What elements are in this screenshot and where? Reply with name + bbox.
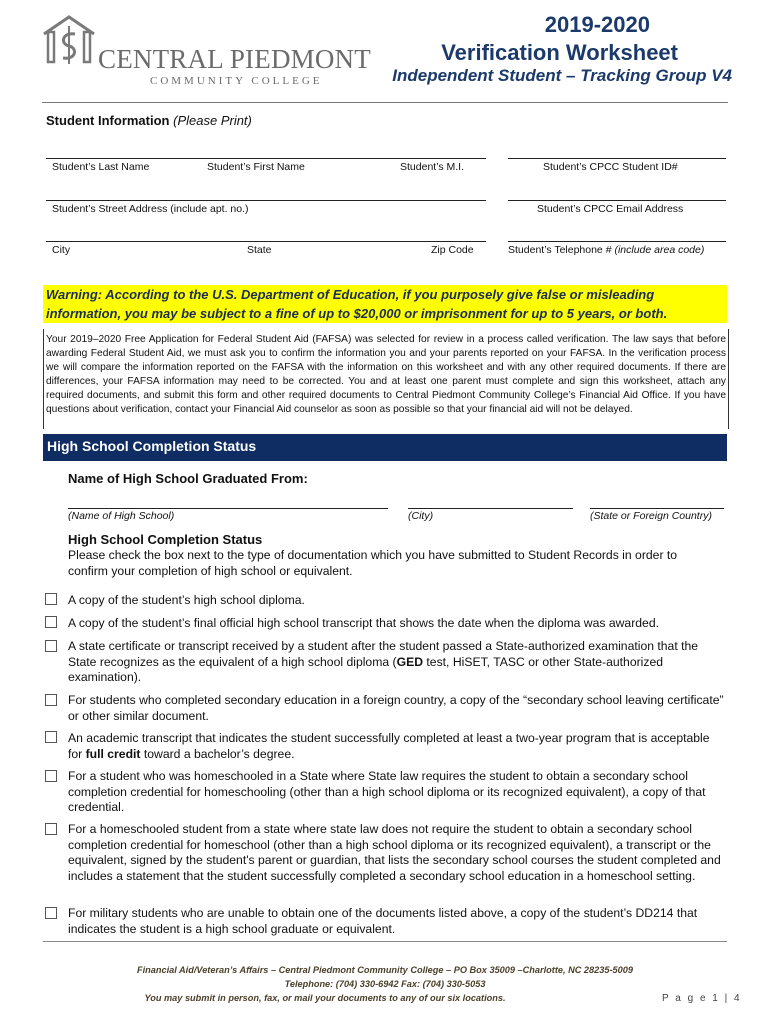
footer-submit-note: You may submit in person, fax, or mail your documents to any of our six locations. [144,993,506,1003]
option-2-text: A copy of the student’s final official high school transcript that shows the date when the diploma was awarded. [68,616,659,630]
option-7-text: For a homeschooled student from a state where state law does not require the student to obtain a secondary school completion credential for homeschool (other than a high school diploma or its recognized equivalent), a transcript or the equivalent, signed by the student's parent or guardian, that lists the secondary school courses the student completed and includes a statement that the student successfully completed a secondary school education in a homeschool setting. [68,822,721,883]
student-id-line[interactable] [508,158,726,159]
hs-section-bar: High School Completion Status [43,434,727,460]
form-subtitle: Independent Student – Tracking Group V4 [392,66,732,85]
state-label: State [247,244,272,256]
option-5-text: An academic transcript that indicates the student successfully completed at least a two-year program that is acceptable for full credit toward a bachelor’s degree. [68,731,710,761]
city-state-zip-line[interactable] [46,241,486,242]
student-info-heading: Student Information (Please Print) [46,113,252,128]
logo-subtitle: COMMUNITY COLLEGE [150,75,323,87]
hs-instructions: Please check the box next to the type of documentation which you have submitted to Student Records in order to confirm your completion of high school or equivalent. [68,548,678,578]
email-label: Student’s CPCC Email Address [537,203,684,215]
student-id-label: Student’s CPCC Student ID# [543,161,678,173]
hs-section-rule [43,460,727,461]
option-6-checkbox[interactable] [45,770,57,782]
footer-phone: Telephone: (704) 330-6942 Fax: (704) 330-5053 [284,979,486,989]
form-title: Verification Worksheet [441,40,678,65]
address-line[interactable] [46,200,486,201]
option-3-text: A state certificate or transcript received by a student after the student passed a State-authorized examination that the State recognizes as the equivalent of a high school diploma (GED test, HiSET, TASC or other State-authorized examination). [68,639,699,684]
email-line[interactable] [508,200,726,201]
option-3-checkbox[interactable] [45,640,57,652]
hs-state-line[interactable] [590,508,724,509]
option-6-text: For a student who was homeschooled in a State where State law requires the student to obtain a secondary school completion credential for homeschooling (other than a high school diploma or its recognized equivalent), a copy of that credential. [68,769,706,814]
option-8-text: For military students who are unable to obtain one of the documents listed above, a copy of the student’s DD214 that indicates the student is a high school graduate or equivalent. [68,906,698,936]
form-year: 2019-2020 [544,12,650,37]
footer-address: Financial Aid/Veteran’s Affairs – Central Piedmont Community College – PO Box 35009 –Charlotte, NC 28235-5009 [137,965,633,975]
city-label: City [52,244,71,256]
page-number: P a g e 1 | 4 [662,993,742,1004]
hs-name-line[interactable] [68,508,388,509]
warning-banner [43,285,727,323]
option-7-checkbox[interactable] [45,823,57,835]
hs-status-subheading: High School Completion Status [68,532,263,547]
option-1-text: A copy of the student’s high school diploma. [68,593,305,607]
address-label: Student’s Street Address (include apt. no.) [52,203,249,215]
option-4-text: For students who completed secondary education in a foreign country, a copy of the “secondary school leaving certificate” or other similar document. [68,693,724,723]
hs-city-line[interactable] [408,508,573,509]
option-2-checkbox[interactable] [45,616,57,628]
name-line[interactable] [46,158,486,159]
intro-paragraph: Your 2019–2020 Free Application for Federal Student Aid (FAFSA) was selected for review in a process called verification. The law says that before awarding Federal Student Aid, we must ask you to confirm the information you and your parents reported on your FAFSA. In the verification process we will compare the information reported on the FAFSA with the information on this worksheet and with any other required documents. If there are differences, your FAFSA information may need to be corrected. You and at least one parent must complete and sign this worksheet, attach any required documents, and submit this form and other required documents to Central Piedmont Community College’s Financial Aid Office. If you have questions about verification, contact your Financial Aid counselor as soon as possible so that your financial aid will not be delayed. [46,334,726,415]
first-name-label: Student’s First Name [207,161,305,173]
option-1-checkbox[interactable] [45,593,57,605]
phone-label: Student’s Telephone # (include area code) [508,244,705,256]
mi-label: Student’s M.I. [400,161,465,173]
warning-line-1: Warning: According to the U.S. Department of Education, if you purposely give false or misleading [46,287,655,302]
hs-city-caption: (City) [408,510,434,522]
bottom-rule [43,941,727,942]
warning-line-2: information, you may be subject to a fine of up to $20,000 or imprisonment for up to 5 years, or both. [46,306,668,321]
hs-state-caption: (State or Foreign Country) [590,510,712,522]
hs-name-caption: (Name of High School) [68,510,175,522]
logo-wordmark: CENTRAL PIEDMONT [98,44,371,74]
zip-label: Zip Code [431,244,474,256]
option-8-checkbox[interactable] [45,907,57,919]
header-divider [42,102,728,103]
phone-line[interactable] [508,241,726,242]
hs-name-label: Name of High School Graduated From: [68,471,308,486]
college-logo-icon [42,14,96,66]
option-4-checkbox[interactable] [45,694,57,706]
last-name-label: Student’s Last Name [52,161,150,173]
option-5-checkbox[interactable] [45,731,57,743]
